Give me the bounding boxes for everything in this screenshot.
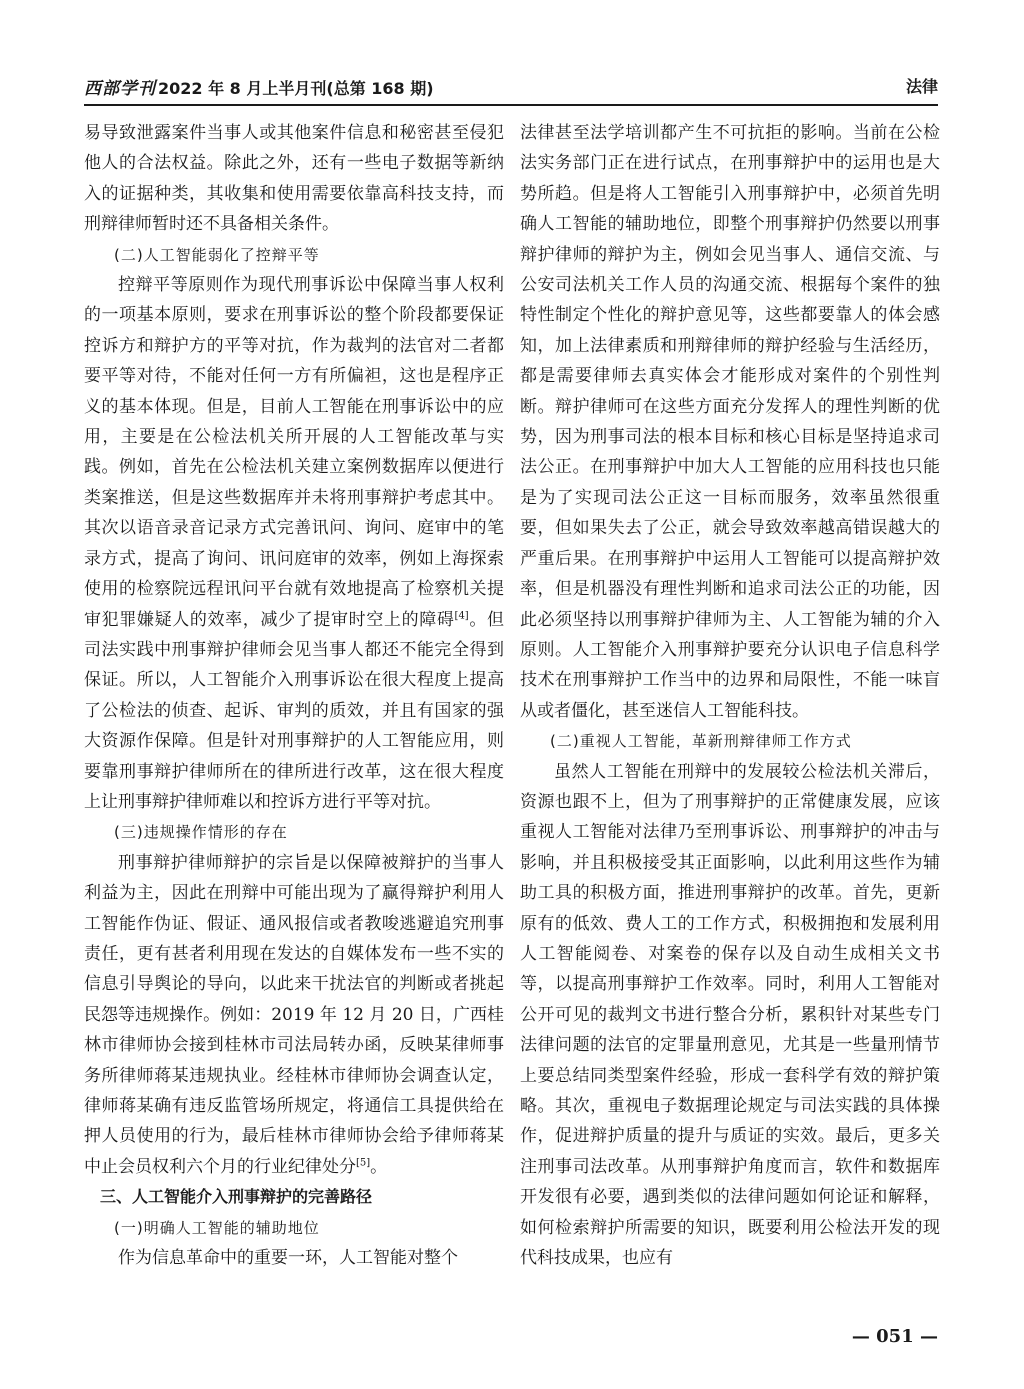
citation-ref: [5] xyxy=(356,1157,371,1169)
paragraph-text: 控辩平等原则作为现代刑事诉讼中保障当事人权利的一项基本原则，要求在刑事诉讼的整个阶段都要保证控诉方和辩护方的平等对抗，作为裁判的法官对二者都要平等对待，不能对任何一方有所偏袒，这也是程序正义的基本体现。但是，目前人工智能在刑事诉讼中的应用，主要是在公检法机关所开展的人工智能改革与实践。例如，首先在公检法机关建立案例数据库以便进行类案推送，但是这些数据库并未将刑事辩护考虑其中。其次以语音录音记录方式完善讯问、询问、庭审中的笔录方式，提高了询问、讯问庭审的效率，例如上海探索使用的检察院远程讯问平台就有效地提高了检察机关提审犯罪嫌疑人的效率，减少了提审时空上的障碍 xyxy=(84,275,504,630)
paragraph: 易导致泄露案件当事人或其他案件信息和秘密甚至侵犯他人的合法权益。除此之外，还有一些电子数据等新纳入的证据种类，其收集和使用需要依靠高科技支持，而刑辩律师暂时还不具备相关条件。 xyxy=(84,123,504,235)
subheading: (一)明确人工智能的辅助地位 xyxy=(114,1218,320,1237)
subheading: (二)重视人工智能，革新刑辩律师工作方式 xyxy=(550,732,852,751)
subheading: (三)违规操作情形的存在 xyxy=(114,823,288,842)
left-column xyxy=(84,118,504,1273)
paragraph: 虽然人工智能在刑辩中的发展较公检法机关滞后，资源也跟不上，但为了刑事辩护的正常健康发展，应该重视人工智能对法律乃至刑事诉讼、刑事辩护的冲击与影响，并且积极接受其正面影响，以此利用这些作为辅助工具的积极方面，推进刑事辩护的改革。首先，更新原有的低效、费人工的工作方式，积极拥抱和发展利用人工智能阅卷、对案卷的保存以及自动生成相关文书等，以提高刑事辩护工作效率。同时，利用人工智能对公开可见的裁判文书进行整合分析，累积针对某些专门法律问题的法官的定罪量刑意见，尤其是一些量刑情节上要总结同类型案件经验，形成一套科学有效的辩护策略。其次，重视电子数据理论规定与司法实践的具体操作，促进辩护质量的提升与质证的实效。最后，更多关注刑事司法改革。从刑事辩护角度而言，软件和数据库开发很有必要，遇到类似的法律问题如何论证和解释，如何检索辩护所需要的知识，既要利用公检法开发的现代科技成果，也应有 xyxy=(520,761,940,1269)
right-column xyxy=(520,118,940,1273)
paragraph-text: 刑事辩护律师辩护的宗旨是以保障被辩护的当事人利益为主，因此在刑辩中可能出现为了赢得辩护利用人工智能作伪证、假证、通风报信或者教唆逃避追究刑事责任，更有甚者利用现在发达的自媒体发布一些不实的信息引导舆论的导向，以此来干扰法官的判断或者挑起民怨等违规操作。例如：2019 年 12 月 20 日，广西桂林市律师协会接到桂林市司法局转办函，反映某律师事务所律师蒋某违规执业。经桂林市律师协会调查认定，律师蒋某确有违反监管场所规定，将通信工具提供给在押人员使用的行为，最后桂林市律师协会给予律师蒋某中止会员权利六个月的行业纪律处分 xyxy=(84,852,504,1177)
page-number: — 051 — xyxy=(851,1326,938,1347)
citation-ref: [4] xyxy=(454,609,469,621)
journal-logo: 西部学刊 xyxy=(84,79,156,99)
paragraph xyxy=(84,270,504,817)
page-header xyxy=(84,70,938,106)
section-name: 法律 xyxy=(905,77,938,96)
paragraph: 作为信息革命中的重要一环，人工智能对整个 xyxy=(118,1248,458,1269)
issue-info: 2022 年 8 月上半月刊(总第 168 期) xyxy=(158,79,434,98)
paragraph-text: 。 xyxy=(370,1156,388,1177)
paragraph: 法律甚至法学培训都产生不可抗拒的影响。当前在公检法实务部门正在进行试点，在刑事辩护中的运用也是大势所趋。但是将人工智能引入刑事辩护中，必须首先明确人工智能的辅助地位，即整个刑事辩护仍然要以刑事辩护律师的辩护为主，例如会见当事人、通信交流、与公安司法机关工作人员的沟通交流、根据每个案件的独特性制定个性化的辩护意见等，这些都要靠人的体会感知，加上法律素质和刑辩律师的辩护经验与生活经历，都是需要律师去真实体会才能形成对案件的个别性判断。辩护律师可在这些方面充分发挥人的理性判断的优势，因为刑事司法的根本目标和核心目标是坚持追求司法公正。在刑事辩护中加大人工智能的应用科技也只能是为了实现司法公正这一目标而服务，效率虽然很重要，但如果失去了公正，就会导致效率越高错误越大的严重后果。在刑事辩护中运用人工智能可以提高辩护效率，但是机器没有理性判断和追求司法公正的功能，因此必须坚持以刑事辩护律师为主、人工智能为辅的介入原则。人工智能介入刑事辩护要充分认识电子信息科学技术在刑事辩护工作当中的边界和局限性，不能一味盲从或者僵化，甚至迷信人工智能科技。 xyxy=(520,123,940,721)
subheading: (二)人工智能弱化了控辩平等 xyxy=(114,245,320,264)
paragraph-text: 。但司法实践中刑事辩护律师会见当事人都还不能完全得到保证。所以，人工智能介入刑事诉讼在很大程度上提高了公检法的侦查、起诉、审判的质效，并且有国家的强大资源作保障。但是针对刑事辩护的人工智能应用，则要靠刑事辩护律师所在的律所进行改革，这在很大程度上让刑事辩护律师难以和控诉方进行平等对抗。 xyxy=(84,609,505,812)
paragraph xyxy=(84,848,504,1182)
section-heading: 三、人工智能介入刑事辩护的完善路径 xyxy=(100,1187,373,1207)
journal-masthead xyxy=(84,74,434,99)
